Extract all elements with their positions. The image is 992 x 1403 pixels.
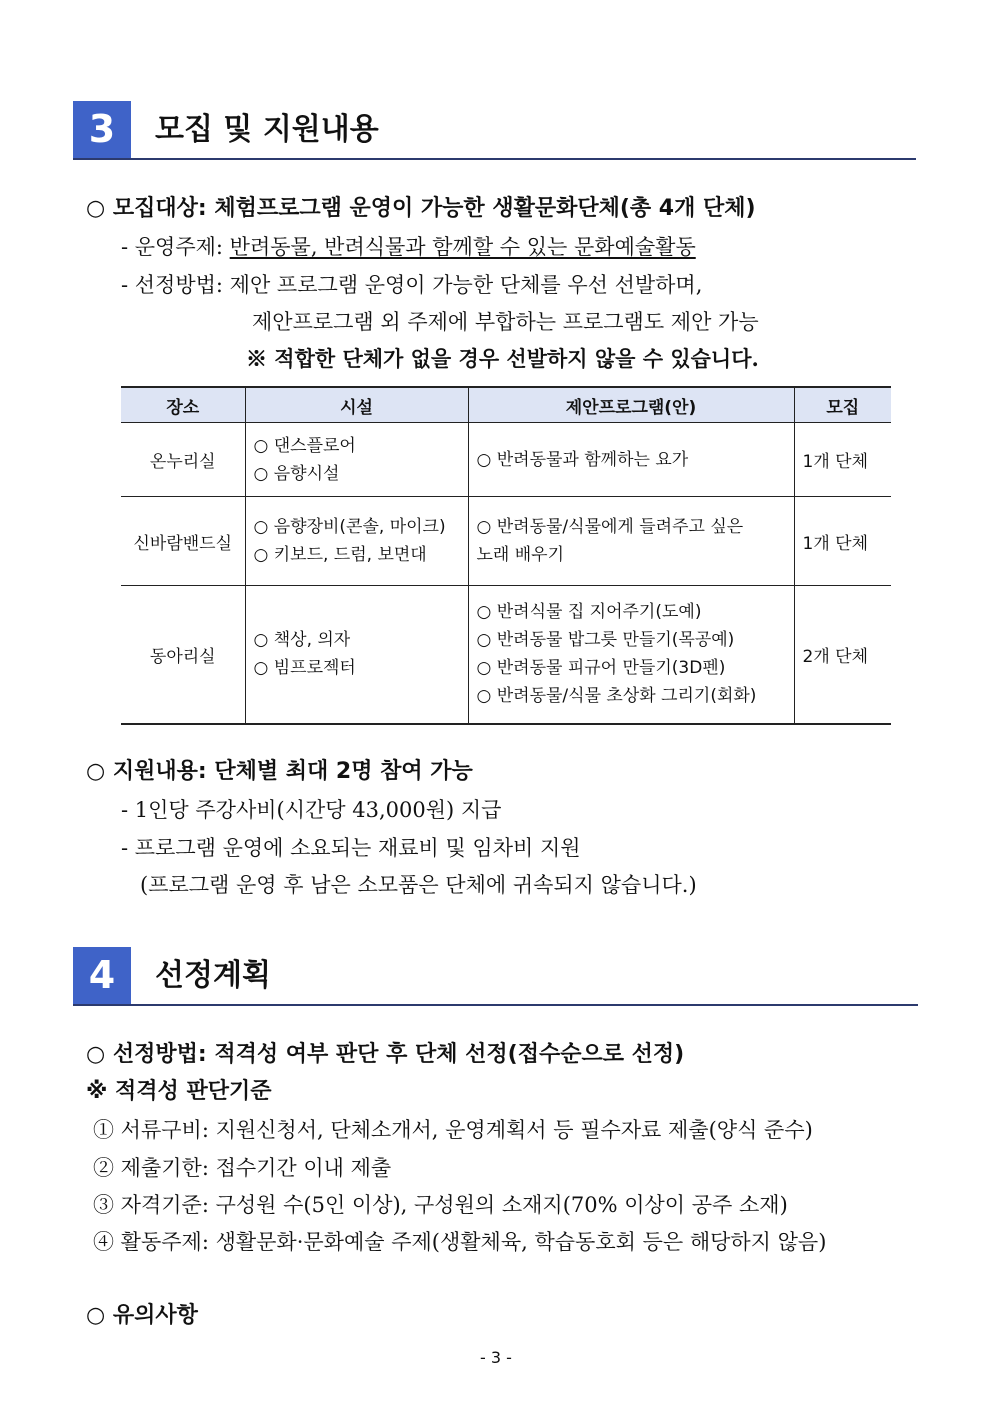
support-content: ○ 지원내용: 단체별 최대 2명 참여 가능 bbox=[86, 759, 473, 784]
section-title: 선정계획 bbox=[155, 958, 271, 993]
page-number: - 3 - bbox=[480, 1348, 512, 1367]
cell-recruit: 1개 단체 bbox=[794, 497, 891, 586]
facility-item: ○ 키보드, 드럼, 보면대 bbox=[253, 545, 427, 565]
criteria-title: ※ 적격성 판단기준 bbox=[86, 1079, 272, 1104]
section-number-badge: 3 bbox=[73, 101, 131, 158]
cell-recruit: 1개 단체 bbox=[794, 423, 891, 497]
criteria-item: ① 서류구비: 지원신청서, 단체소개서, 운영계획서 등 필수자료 제출(양식 준수) bbox=[93, 1118, 813, 1142]
facility-item: ○ 빔프로젝터 bbox=[253, 658, 356, 679]
cell-recruit: 2개 단체 bbox=[794, 586, 891, 724]
recruit-target: ○ 모집대상: 체험프로그램 운영이 가능한 생활문화단체(총 4개 단체) bbox=[86, 196, 756, 221]
selection-method-line-1: - 선정방법: 제안 프로그램 운영이 가능한 단체를 우선 선발하며, bbox=[121, 273, 703, 297]
facility-item: ○ 댄스플로어 bbox=[253, 435, 356, 456]
support-item-3: (프로그램 운영 후 남은 소모품은 단체에 귀속되지 않습니다.) bbox=[140, 873, 697, 897]
program-item: ○ 반려동물과 함께하는 요가 bbox=[476, 449, 689, 470]
program-table bbox=[121, 386, 891, 725]
header-programs: 제안프로그램(안) bbox=[468, 387, 794, 423]
selection-method: ○ 선정방법: 적격성 여부 판단 후 단체 선정(접수순으로 선정) bbox=[86, 1042, 685, 1067]
header-facilities: 시설 bbox=[245, 387, 468, 423]
cell-place: 동아리실 bbox=[121, 586, 245, 724]
support-item-2: - 프로그램 운영에 소요되는 재료비 및 임차비 지원 bbox=[121, 836, 581, 860]
program-item: ○ 반려동물/식물에게 들려주고 싶은 bbox=[476, 517, 744, 537]
selection-method-line-2: 제안프로그램 외 주제에 부합하는 프로그램도 제안 가능 bbox=[252, 310, 759, 334]
operation-theme-label: - 운영주제: bbox=[121, 235, 230, 259]
section-title: 모집 및 지원내용 bbox=[155, 112, 379, 147]
cell-programs bbox=[468, 586, 794, 724]
operation-theme-value: 반려동물, 반려식물과 함께할 수 있는 문화예술활동 bbox=[229, 235, 696, 259]
caution-heading: ○ 유의사항 bbox=[86, 1303, 198, 1328]
criteria-item: ② 제출기한: 접수기간 이내 제출 bbox=[93, 1156, 392, 1180]
facility-item: ○ 음향시설 bbox=[253, 463, 340, 484]
table-header-row bbox=[121, 387, 891, 423]
criteria-item: ③ 자격기준: 구성원 수(5인 이상), 구성원의 소재지(70% 이상이 공주 소재) bbox=[93, 1193, 788, 1217]
table-row bbox=[121, 497, 891, 586]
cell-facilities bbox=[245, 586, 468, 724]
section-number-badge: 4 bbox=[73, 947, 131, 1004]
table-row bbox=[121, 586, 891, 724]
table-row bbox=[121, 423, 891, 497]
cell-place: 온누리실 bbox=[121, 423, 245, 497]
program-item: ○ 반려식물 집 지어주기(도예) bbox=[476, 602, 702, 623]
cell-facilities bbox=[245, 497, 468, 586]
header-place: 장소 bbox=[121, 387, 245, 423]
header-recruit: 모집 bbox=[794, 387, 891, 423]
cell-place: 신바람밴드실 bbox=[121, 497, 245, 586]
program-item: ○ 반려동물/식물 초상화 그리기(회화) bbox=[476, 686, 757, 707]
facility-item: ○ 책상, 의자 bbox=[253, 630, 351, 651]
selection-note: ※ 적합한 단체가 없을 경우 선발하지 않을 수 있습니다. bbox=[246, 346, 759, 371]
cell-facilities bbox=[245, 423, 468, 497]
section-4-header bbox=[73, 947, 918, 1006]
facility-item: ○ 음향장비(콘솔, 마이크) bbox=[253, 517, 446, 537]
program-item: ○ 반려동물 피규어 만들기(3D펜) bbox=[476, 658, 726, 679]
support-item-1: - 1인당 주강사비(시간당 43,000원) 지급 bbox=[121, 798, 502, 822]
program-item: 노래 배우기 bbox=[476, 545, 565, 565]
section-3-header bbox=[73, 101, 916, 160]
operation-theme bbox=[121, 232, 696, 262]
criteria-item: ④ 활동주제: 생활문화·문화예술 주제(생활체육, 학습동호회 등은 해당하지 않음) bbox=[93, 1230, 827, 1254]
cell-programs bbox=[468, 423, 794, 497]
program-item: ○ 반려동물 밥그릇 만들기(목공예) bbox=[476, 630, 735, 651]
cell-programs bbox=[468, 497, 794, 586]
